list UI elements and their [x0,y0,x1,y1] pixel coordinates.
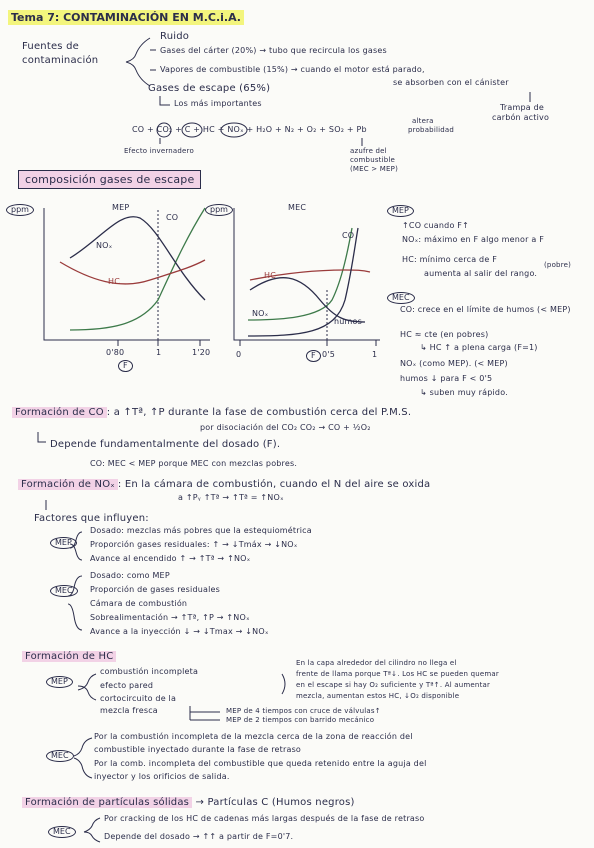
mec-chart-x0: 0 [236,350,242,359]
mep-chart-axes [44,208,210,340]
mep-chart-co: CO [166,213,179,222]
trampa-1: Trampa de [500,103,545,112]
hc-mec-4: inyector y los orificios de salida. [94,772,230,781]
mec-notes-label: MEC [387,292,415,304]
nox-mec-item-1: Dosado: como MEP [90,571,170,580]
pb-altera: altera [412,117,434,125]
mec-chart-humos: humos [334,317,362,326]
nox-mec-item-3: Cámara de combustión [90,599,188,608]
hc-mec-1: Por la combustión incompleta de la mezcla cerca de la zona de reacción del [94,732,413,741]
mep-chart-hc: HC [108,277,121,286]
nox-mep-item-1: Dosado: mezclas más pobres que la estequiométrica [90,526,312,535]
fuentes-label-1: Fuentes de [22,41,79,52]
solidas-item-1: Por cracking de los HC de cadenas más largas después de la fase de retraso [104,814,425,823]
mec-chart-x1: 0'5 [322,350,335,359]
fuentes-label-2: contaminación [22,55,99,66]
fuente-vapores: Vapores de combustible (15%) → cuando el motor está parado, [160,65,425,74]
hc-section [22,652,116,662]
mep-chart-nox: NOₓ [96,241,113,250]
co-text-2: por disociación del CO₂ CO₂ → CO + ½O₂ [200,423,371,432]
hc-corto-1: MEP de 4 tiempos con cruce de válvulas↑ [226,707,381,715]
solidas-mec-label: MEC [48,826,76,838]
nox-text-2: a ↑Pᵧ ↑Tª → ↑Tª = ↑NOₓ [178,493,284,502]
escape-importantes: Los más importantes [174,99,262,108]
so2-azufre-1: azufre del [350,147,387,155]
mep-nox-curve [70,217,205,300]
mec-note-6: ↳ suben muy rápido. [420,388,508,397]
mep-note-2: NOₓ: máximo en F algo menor a F [402,235,545,244]
mep-note-3: HC: mínimo cerca de F [402,255,498,264]
nox-mep-label: MEP [50,537,77,549]
co-depende: Depende fundamentalmente del dosado (F). [50,439,281,450]
page-title: Tema 7: CONTAMINACIÓN EN M.C.i.A. [8,12,244,23]
brace-fuentes-top [126,38,150,62]
mec-note-5: humos ↓ para F < 0'5 [400,374,493,383]
mep-chart-ppm: ppm [6,204,34,216]
mec-chart-hc: HC [264,271,277,280]
hc-mec-3: Por la comb. incompleta del combustible que queda retenido entre la aguja del [94,759,427,768]
hc-pared-3: en el escape si hay O₂ suficiente y Tª↑. Al aumentar [296,681,491,689]
hc-mep-item-2: efecto pared [100,681,154,690]
escape-formula: CO + CO₂ + C + HC + NOₓ + H₂O + N₂ + O₂ + SO₂ + Pb [132,125,367,134]
mep-note-1: ↑CO cuando F↑ [402,221,469,230]
mep-notes-label: MEP [387,205,414,217]
so2-azufre-3: (MEC > MEP) [350,165,399,173]
nox-mep-item-2: Proporción gases residuales: ↑ → ↓Tmáx → ↓NOₓ [90,540,298,549]
co-section [12,408,411,418]
hc-corto-2: MEP de 2 tiempos con barrido mecánico [226,716,375,724]
nox-mec-item-2: Proporción de gases residuales [90,585,221,594]
mec-note-4: NOₓ (como MEP). (< MEP) [400,359,508,368]
hc-mep-item-4: mezcla fresca [100,706,158,715]
mep-chart-x1: 1 [156,348,162,357]
pb-probabilidad: probabilidad [408,126,455,134]
composicion-title: composición gases de escape [18,174,201,185]
mec-chart-title: MEC [288,203,307,212]
mep-chart-title: MEP [112,203,130,212]
fuente-ruido: Ruido [160,31,190,42]
mec-note-3: ↳ HC ↑ a plena carga (F=1) [420,343,538,352]
nox-title: Formación de NOₓ [18,479,118,490]
so2-azufre-2: combustible [350,156,396,164]
fuente-carter: Gases del cárter (20%) → tubo que recircula los gases [160,46,387,55]
solidas-title: Formación de partículas sólidas [22,797,192,808]
mep-note-pobre: (pobre) [544,261,572,269]
mep-hc-curve [60,260,205,284]
hc-pared-1: En la capa alrededor del cilindro no llega el [296,659,457,667]
solidas-rest: → Partículas C (Humos negros) [195,797,355,808]
fuente-escape: Gases de escape (65%) [148,83,271,94]
mec-chart-nox: NOₓ [252,309,269,318]
mep-chart-x0: 0'80 [106,348,125,357]
solidas-section [22,798,355,808]
mec-chart-x2: 1 [372,350,378,359]
mep-chart-x2: 1'20 [192,348,211,357]
brace-fuentes-bottom [126,62,150,86]
nox-text-1: : En la cámara de combustión, cuando el N del aire se oxida [117,479,431,490]
mep-note-4: aumenta al salir del rango. [424,269,538,278]
hc-mec-label: MEC [46,750,74,762]
mep-chart-xf: F [118,360,133,372]
hc-pared-4: mezcla, aumentan estos HC, ↓O₂ disponible [296,692,460,700]
solidas-item-2: Depende del dosado → ↑↑ a partir de F=0'7. [104,832,294,841]
hc-mep-item-3: cortocircuito de la [100,694,177,703]
hc-mep-label: MEP [46,676,73,688]
nox-mep-item-3: Avance al encendido ↑ → ↑Tª → ↑NOₓ [90,554,251,563]
hc-mep-item-1: combustión incompleta [100,667,199,676]
co-text-1: : a ↑Tª, ↑P durante la fase de combustión cerca del P.M.S. [106,407,412,418]
mec-chart-co: CO [342,231,355,240]
mec-chart-ppm: ppm [205,204,233,216]
hc-pared-2: frente de llama porque Tª↓. Los HC se pueden quemar [296,670,499,678]
trampa-2: carbón activo [492,113,550,122]
nox-mec-item-5: Avance a la inyección ↓ → ↓Tmax → ↓NOₓ [90,627,269,636]
mec-chart-xf: F [306,350,321,362]
co-mec: CO: MEC < MEP porque MEC con mezclas pobres. [90,459,298,468]
nox-mec-item-4: Sobrealimentación → ↑Tª, ↑P → ↑NOₓ [90,613,250,622]
hc-title: Formación de HC [22,651,116,662]
mec-note-1: CO: crece en el límite de humos (< MEP) [400,305,571,314]
nox-mec-label: MEC [50,585,78,597]
mec-note-2: HC ≈ cte (en pobres) [400,330,489,339]
fuente-vapores-2: se absorben con el cánister [393,78,509,87]
nox-factores: Factores que influyen: [34,513,149,524]
co-title: Formación de CO [12,407,107,418]
co2-efecto: Efecto invernadero [124,147,194,155]
nox-section [18,480,430,490]
hc-mec-2: combustible inyectado durante la fase de retraso [94,745,302,754]
